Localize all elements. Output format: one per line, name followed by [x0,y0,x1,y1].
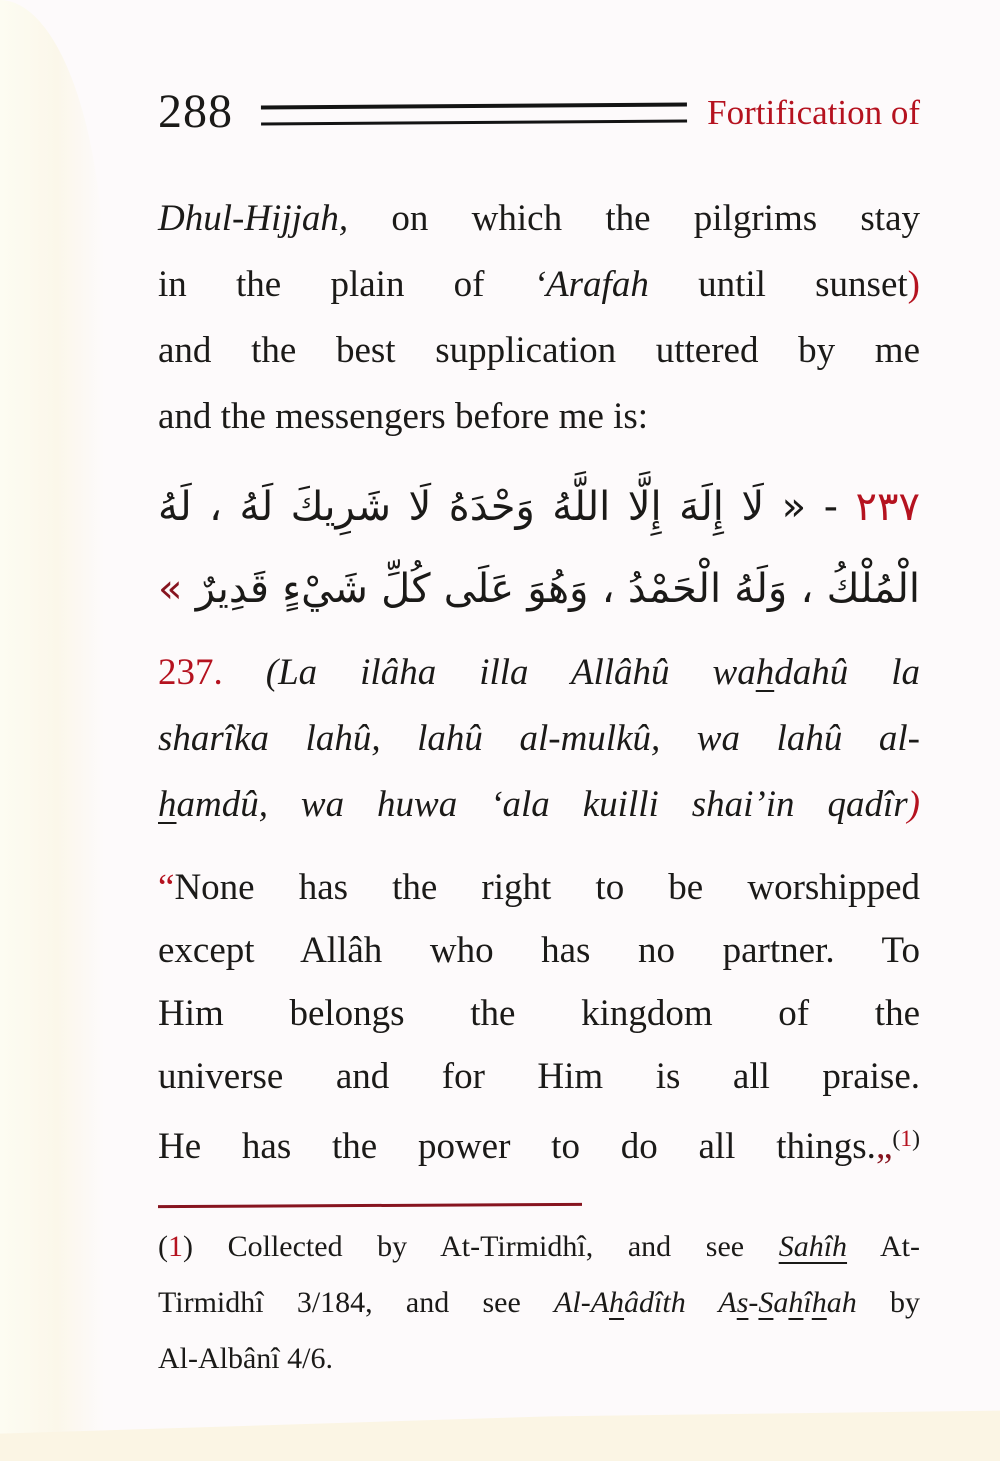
footnote-line: Al-Albânî 4/6. [158,1341,333,1375]
page-edge-left [0,0,104,1461]
footnote [158,1219,920,1387]
arabic-line: ٢٣٧ - « لَا إِلَهَ إِلَّا اللَّهُ وَحْدَهُ لَا شَرِيكَ لَهُ ، لَهُ [158,484,920,530]
transliteration-paragraph [158,640,920,838]
running-title: Fortification of [707,92,920,132]
text-line: except Allâh who has no partner. To [158,930,920,971]
text-line: Dhul-Hijjah, on which the pilgrims stay [158,198,920,239]
text-line: sharîka lahû, lahû al-mulkû, wa lahû al- [158,718,920,759]
header-double-rule [261,103,687,126]
text-line: 237. (La ilâha illa Allâhû wahdahû la [158,652,920,693]
page-edge-bottom [0,1389,1000,1461]
text-line: Him belongs the kingdom of the [158,993,920,1034]
translation-paragraph [158,856,920,1178]
footnote-separator [158,1203,582,1208]
book-page [158,0,920,1387]
text-line: hamdû, wa huwa ‘ala kuilli shai’in qadîr) [158,784,920,825]
arabic-dua [158,466,920,630]
page-header [158,85,920,138]
text-line: universe and for Him is all praise. [158,1056,920,1097]
text-line: “None has the right to be worshipped [158,867,920,908]
text-line: and the messengers before me is: [158,396,649,437]
footnote-line: Tirmidhî 3/184, and see Al-Ahâdîth As-Sahîhah by [158,1285,921,1319]
intro-paragraph [158,186,920,450]
text-line: and the best supplication uttered by me [158,330,920,371]
text-line: He has the power to do all things.„$^{(1)}$ [158,1125,920,1167]
arabic-line: الْمُلْكُ ، وَلَهُ الْحَمْدُ ، وَهُوَ عَلَى كُلِّ شَيْءٍ قَدِيرٌ » [158,566,920,612]
footnote-line: (1) Collected by At-Tirmidhî, and see Sahîh At- [158,1229,920,1263]
text-line: in the plain of ‘Arafah until sunset) [158,264,920,305]
page-number: 288 [158,85,233,138]
